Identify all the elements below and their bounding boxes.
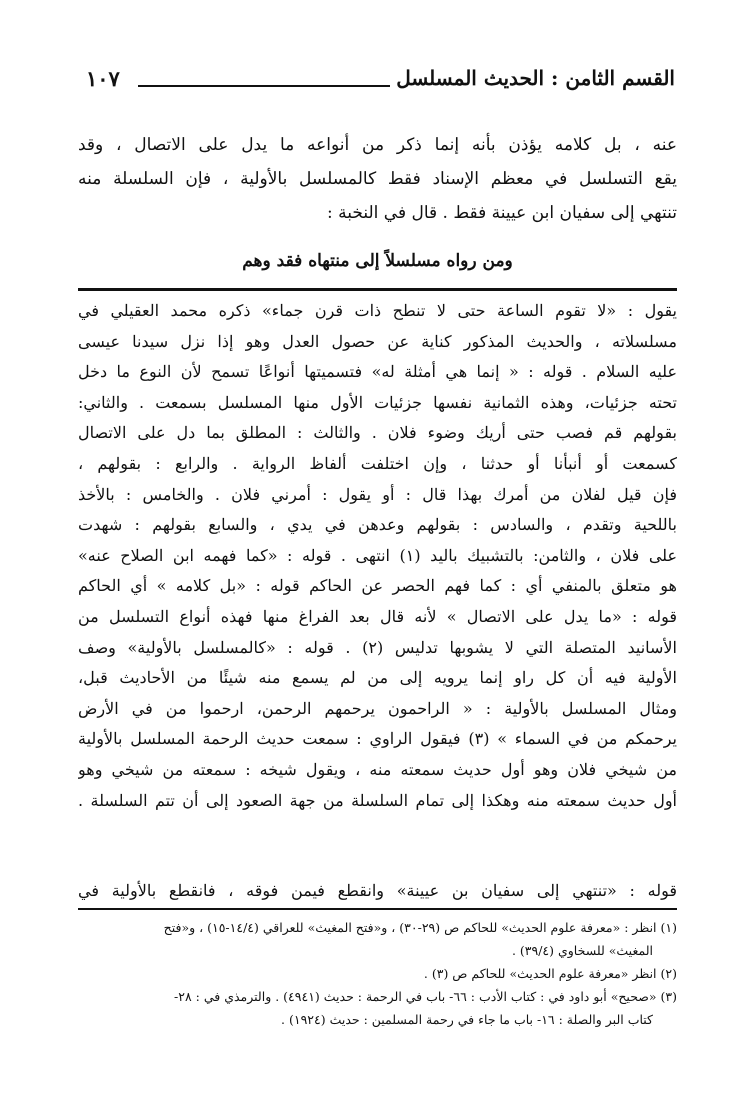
commentary-line: باللحية وتقدم ، والسادس : بقولهم وعدهن في يدي ، والسابع بقولهم : شهدت [78,515,677,535]
commentary-line: مسلسلاته ، والحديث المذكور كناية عن حصول العدل وهو إذا نزل سيدنا عيسى [78,331,677,351]
main-text-line: يقع التسلسل في معظم الإسناد فقط كالمسلسل بالأولية ، فإن السلسلة منه [78,169,677,189]
commentary-line: أول حديث سمعته منه وهكذا إلى تمام السلسلة من جهة الصعود إلى أن تتم السلسلة . [78,790,677,810]
commentary-line: هو متعلق بالمنفي أي : كما فهم الحصر عن الحاكم قوله : «بل كلامه » أي الحاكم [78,576,677,596]
footnote-line: كتاب البر والصلة : ١٦- باب ما جاء في رحمة المسلمين : حديث (١٩٢٤) . [281,1012,653,1027]
commentary-line: عليه السلام . قوله : « إنما هي أمثلة له» فتسميتها أنواعًا تسمح لأن النوع ما دخل [78,362,677,382]
page-number: ١٠٧ [86,66,120,91]
commentary-line: على فلان ، والثامن: بالتشبيك باليد (١) انتهى . قوله : «كما فهمه ابن الصلاح عنه» [78,545,677,565]
commentary-line: يقول : «لا تقوم الساعة حتى لا تنطح ذات قرن جماء» ذكره محمد العقيلي في [78,301,677,320]
footnote-line: (١) انظر : «معرفة علوم الحديث» للحاكم ص (٢٩-٣٠) ، و«فتح المغيث» للعراقي (١٤/٤-١٥) ، و«فتح [163,920,677,935]
footnote-line: (٣) «صحيح» أبو داود في : كتاب الأدب : ٦٦- باب في الرحمة : حديث (٤٩٤١) . والترمذي في : ٢٨- [174,989,677,1004]
verse-line: ومن رواه مسلسلاً إلى منتهاه فقد وهم [242,251,513,271]
commentary-line: فإن قيل لفلان من أمرك بهذا قال : أو يقول : أمرني فلان . والخامس : بالأخذ [78,484,677,504]
main-text-line: تنتهي إلى سفيان ابن عيينة فقط . قال في النخبة : [327,203,677,223]
commentary-continued [78,876,677,910]
commentary-line: ومثال المسلسل بالأولية : « الراحمون يرحمهم الرحمن، ارحموا من في الأرض [78,698,677,718]
commentary-line: كسمعت أو أنبأنا أو حدثنا ، وإن اختلفت ألفاظ الرواية . والرابع : بقولهم ، [78,453,677,473]
main-text-line: عنه ، بل كلامه يؤذن بأنه إنما ذكر من أنواعه ما يدل على الاتصال ، وقد [78,135,677,155]
header-title: القسم الثامن : الحديث المسلسل [396,66,675,90]
commentary-line: تحته جزئيات، وهذه الثمانية نفسها جزئيات الأول منها المسلسل بسمعت . والثاني: [78,392,677,412]
commentary-text [78,296,677,816]
footnote-line: المغيث» للسخاوي (٣٩/٤) . [511,943,653,958]
commentary-line: الأولية فيه أن كل راو إنما يرويه إلى من لم يسمع منه شيئًا من الأحاديث قبل، [78,668,677,688]
commentary-line: من شيخي فلان وهو أول حديث سمعته منه ، ويقول شيخه : سمعته من شيخي وهو [78,759,677,779]
header-rule [138,85,390,87]
footnotes [78,916,677,1031]
section-divider [78,288,677,291]
commentary-line: قوله : «تنتهي إلى سفيان بن عيينة» وانقطع فيمن فوقه ، فانقطع بالأولية في [78,881,677,900]
commentary-line: قوله : «ما يدل على الاتصال » لأنه قال بعد الفراغ منها فهذه أنواع التسلسل من [78,606,677,626]
commentary-line: يرحمكم من في السماء » (٣) فيقول الراوي : سمعت حديث الرحمة المسلسل بالأولية [78,729,677,749]
running-header [86,66,675,100]
commentary-line: بقولهم قم فصب حتى أريك وضوء فلان . والثالث : المطلق بما دل على الاتصال [78,423,677,443]
main-text [78,128,677,230]
footnote-line: (٢) انظر «معرفة علوم الحديث» للحاكم ص (٣) . [423,966,677,981]
commentary-line: الأسانيد المتصلة التي لا يشوبها تدليس (٢) . قوله : «كالمسلسل بالأولية» وصف [78,637,677,657]
